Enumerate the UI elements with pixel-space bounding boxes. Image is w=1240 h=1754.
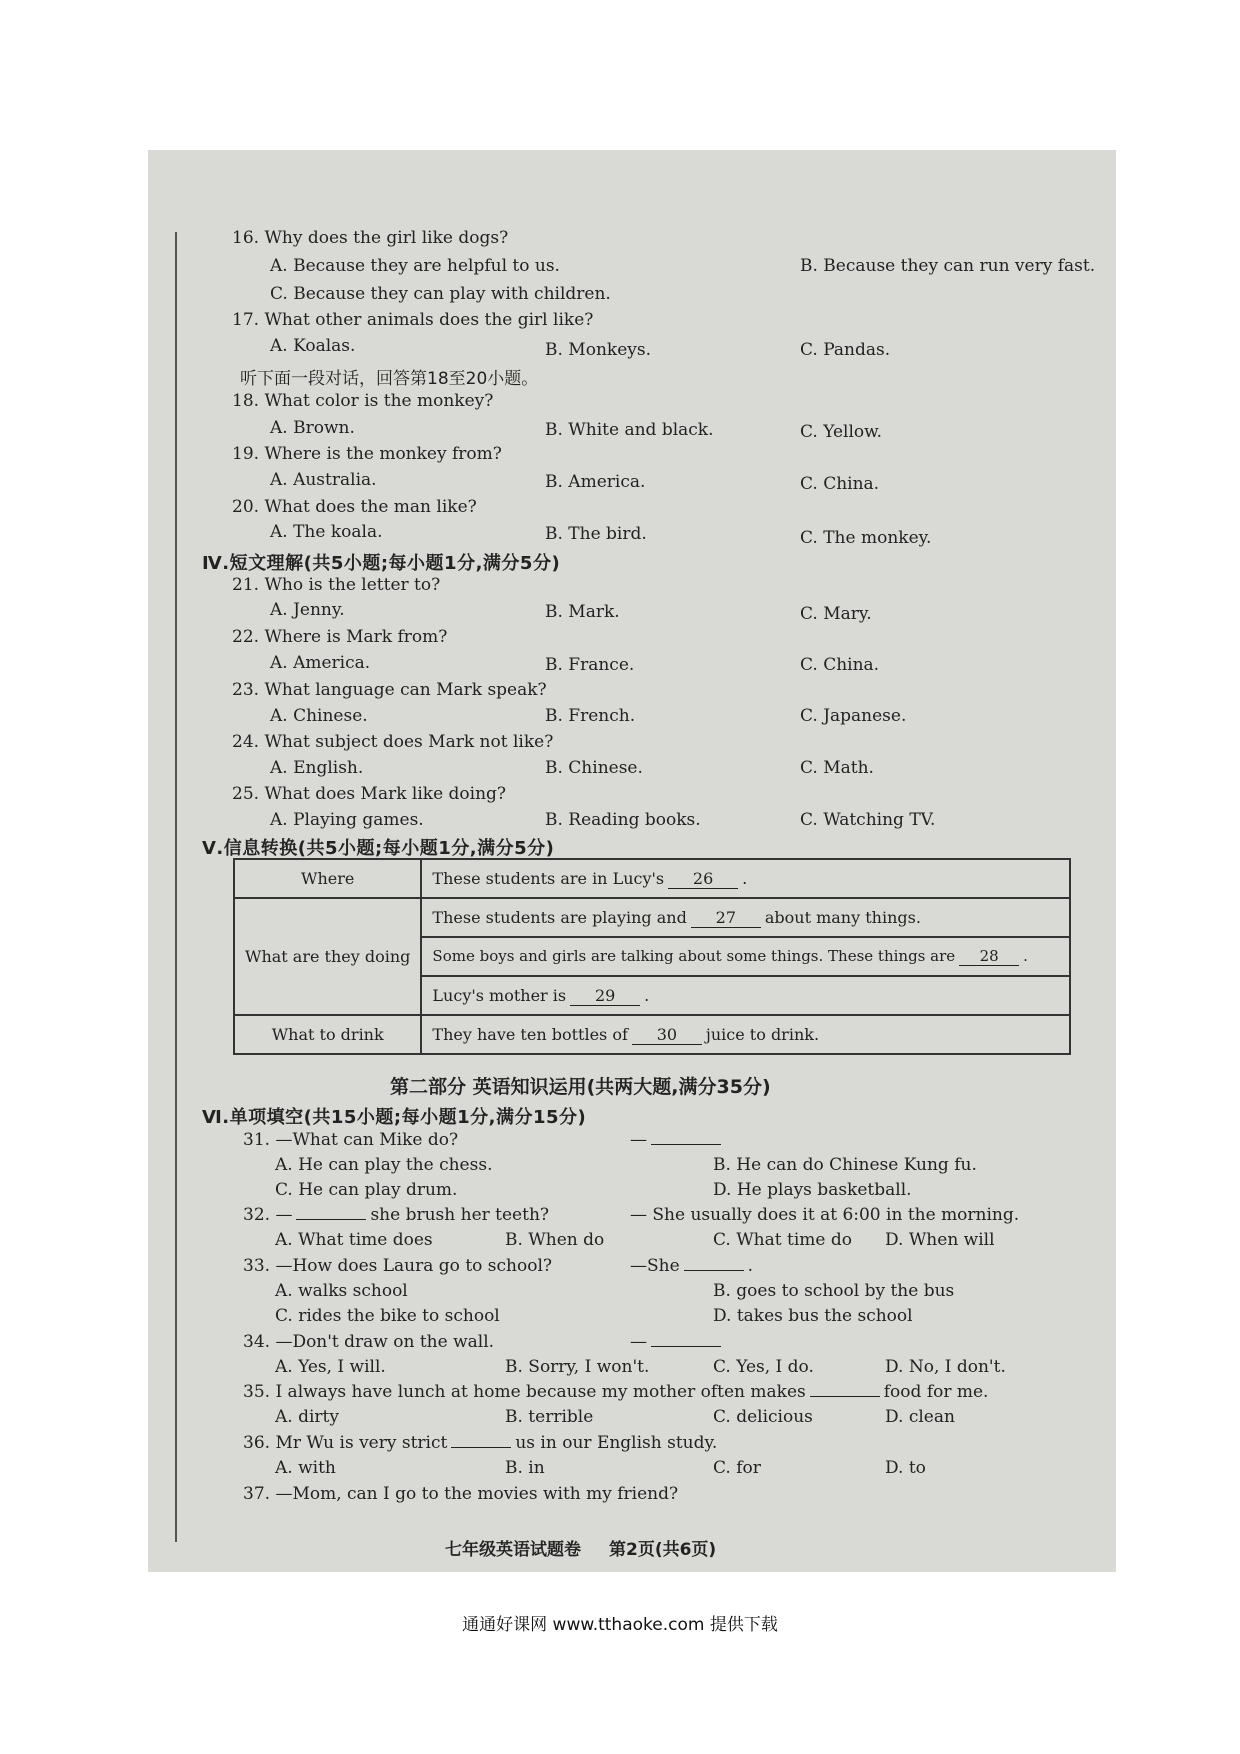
row-30-post: juice to drink. (705, 1024, 820, 1044)
q24-stem: 24. What subject does Mark not like? (232, 732, 554, 752)
q33-reply-post: . (747, 1256, 754, 1276)
row-29-post: . (644, 985, 650, 1005)
q21-option-c: C. Mary. (800, 604, 872, 624)
q24-option-c: C. Math. (800, 758, 874, 778)
q35-blank (810, 1396, 880, 1397)
page-number: 第2页(共6页) (609, 1540, 717, 1560)
blank-29: 29 (570, 986, 640, 1006)
row-label-where: Where (234, 859, 421, 898)
q16-stem: 16. Why does the girl like dogs? (232, 228, 509, 248)
row-30-text: They have ten bottles of (432, 1024, 628, 1044)
table-row (234, 859, 1070, 898)
section-5-title: Ⅴ.信息转换(共5小题;每小题1分,满分5分) (202, 838, 555, 859)
page-footer (445, 1535, 744, 1560)
q36-option-a: A. with (275, 1458, 336, 1478)
q31-stem: 31. —What can Mike do? (243, 1130, 459, 1150)
q18-option-b: B. White and black. (545, 420, 714, 440)
q31-reply-dash: — (630, 1130, 647, 1150)
q19-stem: 19. Where is the monkey from? (232, 444, 502, 464)
q36-option-d: D. to (885, 1458, 926, 1478)
row-label-drink: What to drink (234, 1015, 421, 1054)
q33-option-a: A. walks school (275, 1281, 408, 1301)
q32-stem-pre: 32. — (243, 1205, 293, 1225)
q17-option-c: C. Pandas. (800, 340, 891, 360)
row-27-post: about many things. (764, 907, 921, 927)
q22-option-c: C. China. (800, 655, 880, 675)
q25-option-c: C. Watching TV. (800, 810, 936, 830)
q24-option-a: A. English. (270, 758, 364, 778)
row-30 (421, 1015, 1070, 1054)
listening-hint: 听下面一段对话，回答第18至20小题。 (240, 369, 539, 389)
q33-reply-text: —She (630, 1256, 680, 1276)
q23-stem: 23. What language can Mark speak? (232, 680, 547, 700)
q18-option-c: C. Yellow. (800, 422, 883, 442)
q34-blank (651, 1346, 721, 1347)
q17-option-b: B. Monkeys. (545, 340, 651, 360)
q31-option-a: A. He can play the chess. (275, 1155, 493, 1175)
q35-stem-post: food for me. (883, 1382, 989, 1402)
q32-option-d: D. When will (885, 1230, 995, 1250)
q31-reply (630, 1130, 725, 1150)
row-27 (421, 898, 1070, 937)
row-label-doing: What are they doing (234, 898, 421, 1015)
table-row (234, 898, 1070, 937)
q20-option-a: A. The koala. (270, 522, 383, 542)
q32-option-b: B. When do (505, 1230, 605, 1250)
q20-stem: 20. What does the man like? (232, 497, 477, 517)
q36-option-b: B. in (505, 1458, 545, 1478)
q32-option-c: C. What time do (713, 1230, 852, 1250)
q32-option-a: A. What time does (275, 1230, 433, 1250)
q35-option-a: A. dirty (275, 1407, 339, 1427)
q33-blank (684, 1270, 744, 1271)
q35-stem (243, 1382, 988, 1402)
q23-option-b: B. French. (545, 706, 636, 726)
q36-stem (243, 1433, 717, 1453)
q34-option-a: A. Yes, I will. (275, 1357, 386, 1377)
section-6-title: Ⅵ.单项填空(共15小题;每小题1分,满分15分) (202, 1107, 587, 1128)
q21-stem: 21. Who is the letter to? (232, 575, 441, 595)
q16-option-b: B. Because they can run very fast. (800, 256, 1096, 276)
q24-option-b: B. Chinese. (545, 758, 643, 778)
row-26-post: . (742, 868, 748, 888)
q36-option-c: C. for (713, 1458, 761, 1478)
row-29-text: Lucy's mother is (432, 985, 567, 1005)
q18-stem: 18. What color is the monkey? (232, 391, 494, 411)
exam-name: 七年级英语试题卷 (445, 1540, 581, 1560)
row-29 (421, 976, 1070, 1015)
blank-26: 26 (668, 869, 738, 889)
q17-stem: 17. What other animals does the girl like? (232, 310, 594, 330)
part-2-title: 第二部分 英语知识运用(共两大题,满分35分) (390, 1076, 771, 1098)
q22-stem: 22. Where is Mark from? (232, 627, 448, 647)
q31-option-b: B. He can do Chinese Kung fu. (713, 1155, 977, 1175)
blank-28: 28 (959, 947, 1019, 966)
q25-option-b: B. Reading books. (545, 810, 701, 830)
q32-stem-post: she brush her teeth? (370, 1205, 550, 1225)
row-26-text: These students are in Lucy's (432, 868, 665, 888)
q32-stem (243, 1205, 549, 1225)
q35-option-d: D. clean (885, 1407, 955, 1427)
q22-option-a: A. America. (270, 653, 371, 673)
q32-blank (296, 1219, 366, 1220)
q31-option-c: C. He can play drum. (275, 1180, 458, 1200)
info-table (233, 858, 1071, 1055)
q34-option-c: C. Yes, I do. (713, 1357, 814, 1377)
download-watermark: 通通好课网 www.tthaoke.com 提供下载 (462, 1615, 778, 1635)
q32-reply: — She usually does it at 6:00 in the morning. (630, 1205, 1020, 1225)
q21-option-b: B. Mark. (545, 602, 620, 622)
q36-stem-post: us in our English study. (515, 1433, 718, 1453)
row-26 (421, 859, 1070, 898)
q31-blank (651, 1144, 721, 1145)
q33-reply (630, 1256, 753, 1276)
row-28-post: . (1023, 947, 1028, 965)
q34-reply (630, 1332, 725, 1352)
q34-option-b: B. Sorry, I won't. (505, 1357, 650, 1377)
q21-option-a: A. Jenny. (270, 600, 345, 620)
q36-stem-pre: 36. Mr Wu is very strict (243, 1433, 448, 1453)
q34-reply-dash: — (630, 1332, 647, 1352)
q22-option-b: B. France. (545, 655, 635, 675)
q19-option-c: C. China. (800, 474, 880, 494)
q23-option-c: C. Japanese. (800, 706, 907, 726)
q20-option-b: B. The bird. (545, 524, 647, 544)
q19-option-a: A. Australia. (270, 470, 377, 490)
q20-option-c: C. The monkey. (800, 528, 932, 548)
blank-30: 30 (632, 1025, 702, 1045)
row-27-text: These students are playing and (432, 907, 687, 927)
row-28-text: Some boys and girls are talking about some things. These things are (432, 947, 956, 965)
q18-option-a: A. Brown. (270, 418, 355, 438)
q34-stem: 34. —Don't draw on the wall. (243, 1332, 495, 1352)
q25-option-a: A. Playing games. (270, 810, 424, 830)
q35-option-b: B. terrible (505, 1407, 594, 1427)
q34-option-d: D. No, I don't. (885, 1357, 1006, 1377)
q23-option-a: A. Chinese. (270, 706, 368, 726)
q16-option-c: C. Because they can play with children. (270, 284, 611, 304)
q25-stem: 25. What does Mark like doing? (232, 784, 507, 804)
q35-stem-pre: 35. I always have lunch at home because my mother often makes (243, 1382, 806, 1402)
q36-blank (451, 1447, 511, 1448)
margin-line (175, 232, 177, 1542)
q17-option-a: A. Koalas. (270, 336, 356, 356)
q16-option-a: A. Because they are helpful to us. (270, 256, 560, 276)
q33-option-c: C. rides the bike to school (275, 1306, 500, 1326)
table-row (234, 1015, 1070, 1054)
row-28 (421, 937, 1070, 976)
q37-stem: 37. —Mom, can I go to the movies with my friend? (243, 1484, 679, 1504)
q33-option-d: D. takes bus the school (713, 1306, 913, 1326)
q33-option-b: B. goes to school by the bus (713, 1281, 955, 1301)
blank-27: 27 (691, 908, 761, 928)
q19-option-b: B. America. (545, 472, 646, 492)
q35-option-c: C. delicious (713, 1407, 813, 1427)
section-4-title: Ⅳ.短文理解(共5小题;每小题1分,满分5分) (202, 553, 561, 574)
q33-stem: 33. —How does Laura go to school? (243, 1256, 553, 1276)
q31-option-d: D. He plays basketball. (713, 1180, 912, 1200)
